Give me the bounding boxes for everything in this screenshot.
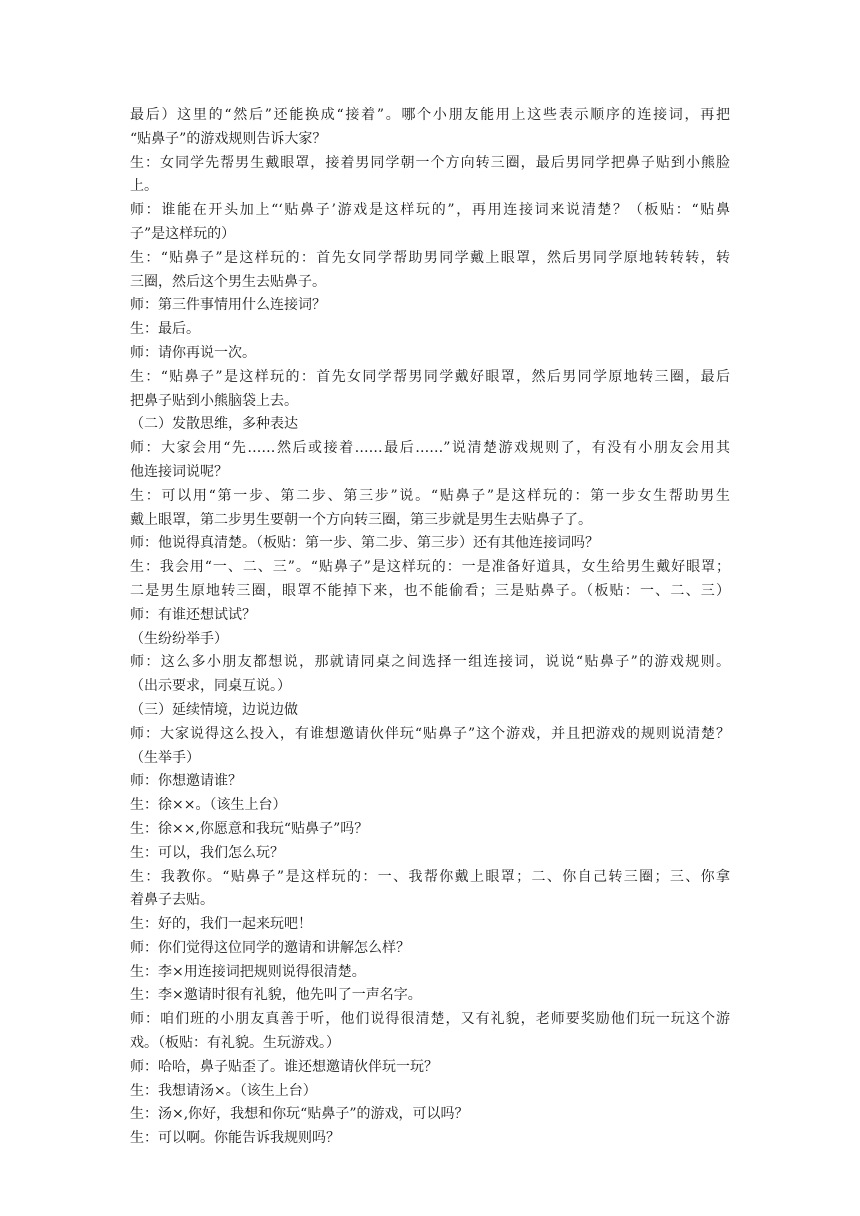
- text-line: 二是男生原地转三圈，眼罩不能掉下来，也不能偷看；三是贴鼻子。（板贴：一、二、三）: [130, 582, 730, 599]
- text-line: （三）延续情境，边说边做: [130, 701, 298, 718]
- text-line: 生：可以啊。你能告诉我规则吗？: [130, 1130, 340, 1147]
- text-line: 生：我教你。“贴鼻子”是这样玩的：一、我帮你戴上眼罩；二、你自己转三圈；三、你拿: [130, 868, 730, 885]
- text-line: 戴上眼罩，第二步男生要朝一个方向转三圈，第三步就是男生去贴鼻子了。: [130, 511, 592, 528]
- document-body: [130, 104, 730, 1151]
- text-line: 师：哈哈，鼻子贴歪了。谁还想邀请伙伴玩一玩？: [130, 1058, 438, 1075]
- text-line: 生：我想请汤×。（该生上台）: [130, 1082, 317, 1099]
- text-line: 生：徐××,你愿意和我玩“贴鼻子”吗？: [130, 820, 369, 837]
- text-line: 生：最后。: [130, 321, 200, 338]
- text-line: 上。: [130, 178, 158, 195]
- text-line: 最后）这里的“然后”还能换成“接着”。哪个小朋友能用上这些表示顺序的连接词，再把: [130, 107, 730, 123]
- text-line: 师：有谁还想试试？: [130, 606, 256, 623]
- text-line: 子”是这样玩的）: [130, 225, 236, 242]
- text-line: 他连接词说呢？: [130, 463, 228, 480]
- text-line: 师：咱们班的小朋友真善于听，他们说得很清楚，又有礼貌，老师要奖励他们玩一玩这个游: [130, 1011, 730, 1028]
- text-line: 师：谁能在开头加上“‘贴鼻子’游戏是这样玩的”，再用连接词来说清楚？（板贴：“贴鼻: [130, 202, 730, 219]
- text-line: （生举手）: [130, 749, 200, 766]
- text-line: 生：可以，我们怎么玩？: [130, 844, 284, 861]
- text-line: 生：“贴鼻子”是这样玩的：首先女同学帮男同学戴好眼罩，然后男同学原地转三圈，最后: [130, 368, 730, 385]
- text-line: 师：请你再说一次。: [130, 344, 256, 361]
- text-line: 戏。（板贴：有礼貌。生玩游戏。）: [130, 1035, 340, 1052]
- text-line: 生：李×用连接词把规则说得很清楚。: [130, 963, 366, 980]
- text-line: 师：大家会用“先……然后或接着……最后……”说清楚游戏规则了，有没有小朋友会用其: [130, 440, 730, 457]
- text-line: 师：你想邀请谁？: [130, 773, 242, 790]
- text-line: 生：“贴鼻子”是这样玩的：首先女同学帮助男同学戴上眼罩，然后男同学原地转转转，转: [130, 249, 730, 266]
- text-line: 生：好的，我们一起来玩吧！: [130, 916, 312, 933]
- text-line: 师：第三件事情用什么连接词？: [130, 297, 326, 314]
- text-line: 着鼻子去贴。: [130, 892, 214, 909]
- text-line: 把鼻子贴到小熊脑袋上去。: [130, 392, 298, 409]
- text-line: 师：你们觉得这位同学的邀请和讲解怎么样？: [130, 939, 410, 956]
- text-line: 生：女同学先帮男生戴眼罩，接着男同学朝一个方向转三圈，最后男同学把鼻子贴到小熊脸: [130, 154, 730, 171]
- text-line: 生：我会用“一、二、三”。“贴鼻子”是这样玩的：一是准备好道具，女生给男生戴好眼罩；: [130, 559, 730, 576]
- text-line: 生：汤×,你好，我想和你玩“贴鼻子”的游戏，可以吗？: [130, 1106, 469, 1123]
- text-line: 生：徐××。（该生上台）: [130, 797, 287, 814]
- text-line: 生：李×邀请时很有礼貌，他先叫了一声名字。: [130, 987, 422, 1004]
- text-line: 三圈，然后这个男生去贴鼻子。: [130, 273, 326, 290]
- text-line: （生纷纷举手）: [130, 630, 228, 647]
- text-line: （出示要求，同桌互说。）: [130, 678, 291, 695]
- text-line: 生：可以用“第一步、第二步、第三步”说。“贴鼻子”是这样玩的：第一步女生帮助男生: [130, 487, 730, 504]
- text-line: “贴鼻子”的游戏规则告诉大家？: [130, 130, 327, 147]
- text-line: 师：大家说得这么投入，有谁想邀请伙伴玩“贴鼻子”这个游戏，并且把游戏的规则说清楚？: [130, 725, 730, 742]
- text-line: 师：这么多小朋友都想说，那就请同桌之间选择一组连接词，说说“贴鼻子”的游戏规则。: [130, 654, 730, 671]
- text-line: （二）发散思维，多种表达: [130, 416, 298, 433]
- text-line: 师：他说得真清楚。（板贴：第一步、第二步、第三步）还有其他连接词吗？: [130, 535, 599, 552]
